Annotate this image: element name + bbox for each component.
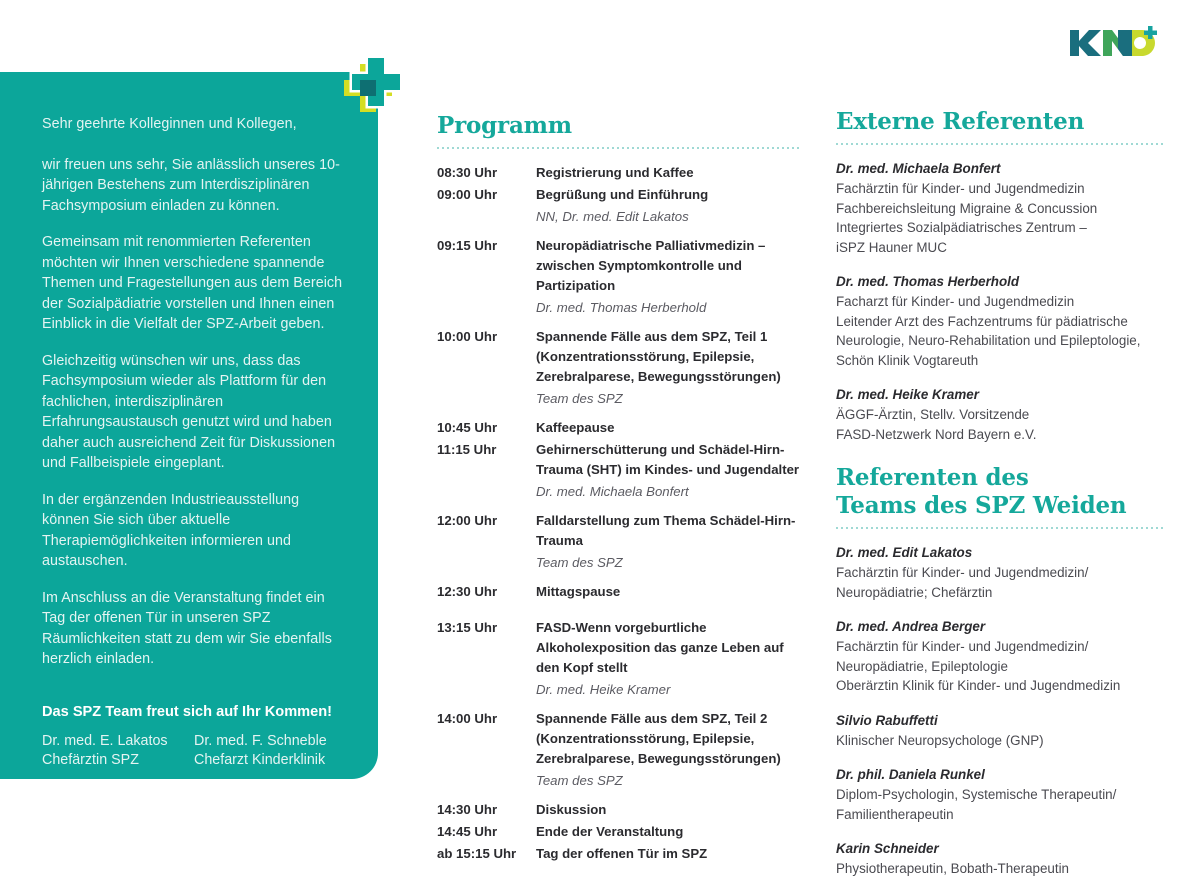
program-entry: [536, 418, 802, 438]
speaker-name: Karin Schneider: [836, 841, 939, 856]
external-speakers-list: [836, 159, 1166, 444]
program-speaker: NN, Dr. med. Edit Lakatos: [536, 209, 689, 224]
program-time: 14:45 Uhr: [437, 824, 498, 839]
signatory: [194, 732, 346, 771]
program-title: Neuropädiatrische Palliativmedizin – zwischen Symptomkontrolle und Partizipation: [536, 238, 766, 293]
program-entry: [536, 582, 802, 602]
speaker-role-line: Neuropädiatrie; Chefärztin: [836, 584, 993, 600]
program-entry: [536, 822, 802, 842]
program-title: Gehirnerschütterung und Schädel-Hirn-Trauma (SHT) im Kindes- und Jugendalter: [536, 442, 800, 477]
speaker-name: Dr. med. Heike Kramer: [836, 387, 979, 402]
speaker-role-line: FASD-Netzwerk Nord Bayern e.V.: [836, 426, 1037, 442]
program-time: 12:30 Uhr: [437, 584, 498, 599]
program-row: [437, 844, 802, 864]
speaker-entry: [836, 159, 1166, 257]
speaker-role-line: Fachbereichsleitung Migraine & Concussion: [836, 200, 1098, 216]
program-entry: [536, 327, 802, 409]
program-title: Spannende Fälle aus dem SPZ, Teil 2 (Konzentrationsstörung, Epilepsie, Zerebralparese, Bewegungsstörungen): [536, 711, 781, 766]
intro-paragraph: Gleichzeitig wünschen wir uns, dass das Fachsymposium wieder als Plattform für den fachlichen, interdisziplinären Erfahrungsaustausch genutzt wird und haben daher auch ausreichend Zeit für Diskussionen und Fallbeispiele eingeplant.: [42, 352, 336, 471]
team-speakers-list: [836, 543, 1166, 879]
program-speaker: Dr. med. Thomas Herberhold: [536, 300, 707, 315]
external-speakers-heading: Externe Referenten: [836, 108, 1085, 135]
program-spacer: [437, 411, 802, 418]
speaker-name: Dr. med. Michaela Bonfert: [836, 161, 1001, 176]
program-title: Falldarstellung zum Thema Schädel-Hirn-Trauma: [536, 513, 796, 548]
program-time: 09:00 Uhr: [437, 187, 498, 202]
speaker-entry: [836, 272, 1166, 370]
program-speaker: Team des SPZ: [536, 555, 623, 570]
intro-paragraph: Sehr geehrte Kolleginnen und Kollegen,: [42, 116, 297, 132]
program-entry: [536, 709, 802, 791]
program-entry: [536, 236, 802, 318]
speaker-entry: [836, 543, 1166, 602]
speaker-name: Dr. med. Edit Lakatos: [836, 545, 973, 560]
intro-paragraph: Gemeinsam mit renommierten Referenten möchten wir Ihnen verschiedene spannende Themen und Fragestellungen aus dem Bereich der Sozialpädiatrie vorstellen und Ihnen einen Einblick in die Vielfalt der SPZ-Arbeit geben.: [42, 234, 343, 332]
program-entry: [536, 618, 802, 700]
intro-panel: [0, 72, 378, 779]
speaker-role-line: Familientherapeutin: [836, 806, 954, 822]
signoff-heading: Das SPZ Team freut sich auf Ihr Kommen!: [42, 703, 333, 720]
program-speaker: Dr. med. Michaela Bonfert: [536, 484, 689, 499]
speaker-entry: [836, 617, 1166, 696]
program-section: [437, 112, 802, 866]
speaker-name: Silvio Rabuffetti: [836, 712, 938, 728]
program-entry: [536, 185, 802, 227]
team-speakers-heading-line2: Teams des SPZ Weiden: [836, 492, 1127, 519]
program-title: Registrierung und Kaffee: [536, 165, 694, 180]
speaker-role-line: Neurologie, Neuro-Rehabilitation und Epileptologie,: [836, 333, 1141, 348]
program-time: 11:15 Uhr: [437, 442, 497, 457]
program-spacer: [437, 320, 802, 327]
speaker-role-line: Fachärztin für Kinder- und Jugendmedizin/: [836, 565, 1089, 580]
intro-paragraph: wir freuen uns sehr, Sie anlässlich unseres 10-jährigen Bestehens zum Interdisziplinären Fachsymposium einladen zu können.: [42, 156, 340, 214]
speaker-role-line: Schön Klinik Vogtareuth: [836, 352, 979, 368]
program-title: Begrüßung und Einführung: [536, 187, 709, 202]
program-row: [437, 822, 802, 842]
program-time: 10:00 Uhr: [437, 329, 498, 344]
speaker-role-line: Diplom-Psychologin, Systemische Therapeutin/: [836, 787, 1117, 802]
speaker-role-line: Leitender Arzt des Fachzentrums für pädiatrische: [836, 313, 1128, 329]
speaker-role-line: ÄGGF-Ärztin, Stellv. Vorsitzende: [836, 407, 1030, 422]
speaker-role-line: Oberärztin Klinik für Kinder- und Jugendmedizin: [836, 678, 1121, 693]
speaker-entry: [836, 839, 1166, 879]
signatory-list: [42, 732, 346, 771]
speaker-entry: [836, 711, 1166, 751]
speaker-role-line: Fachärztin für Kinder- und Jugendmedizin/: [836, 639, 1089, 654]
speakers-section: [836, 108, 1166, 894]
program-time: 14:00 Uhr: [437, 711, 498, 726]
team-speakers-heading-line1: Referenten des: [836, 464, 1029, 491]
speaker-name: Dr. med. Andrea Berger: [836, 619, 986, 634]
program-row: [437, 440, 802, 502]
program-spacer: [437, 229, 802, 236]
program-time: 12:00 Uhr: [437, 513, 498, 528]
program-time: 13:15 Uhr: [437, 620, 498, 635]
program-speaker: Team des SPZ: [536, 773, 623, 788]
program-time: ab 15:15 Uhr: [437, 846, 517, 861]
program-title: FASD-Wenn vorgeburtliche Alkoholexposition das ganze Leben auf den Kopf stellt: [536, 620, 784, 675]
program-speaker: Dr. med. Heike Kramer: [536, 682, 671, 697]
program-entry: [536, 844, 802, 864]
program-entry: [536, 800, 802, 820]
intro-paragraph: In der ergänzenden Industrieausstellung können Sie sich über aktuelle Therapiemöglichkeiten informieren und austauschen.: [42, 491, 300, 569]
speaker-name: Dr. phil. Daniela Runkel: [836, 767, 985, 782]
program-time: 14:30 Uhr: [437, 802, 498, 817]
program-row: [437, 511, 802, 573]
signatory: [42, 732, 194, 771]
program-row: [437, 185, 802, 227]
program-list: [437, 163, 802, 864]
program-speaker: Team des SPZ: [536, 391, 623, 406]
program-row: [437, 327, 802, 409]
speaker-role-line: Fachärztin für Kinder- und Jugendmedizin: [836, 181, 1085, 196]
program-spacer: [437, 504, 802, 511]
speaker-name: Dr. med. Thomas Herberhold: [836, 274, 1020, 289]
medical-cross-icon: [332, 52, 416, 112]
program-row: [437, 800, 802, 820]
program-row: [437, 236, 802, 318]
program-time: 10:45 Uhr: [437, 420, 498, 435]
kno-plus-logo: [1068, 22, 1164, 60]
program-heading: Programm: [437, 112, 572, 139]
speaker-role-line: Physiotherapeutin, Bobath-Therapeutin: [836, 861, 1070, 876]
program-row: [437, 709, 802, 791]
program-entry: [536, 511, 802, 573]
program-spacer: [437, 702, 802, 709]
program-title: Tag der offenen Tür im SPZ: [536, 846, 708, 861]
signatory-role: Chefärztin SPZ: [42, 752, 139, 768]
intro-paragraph: Im Anschluss an die Veranstaltung findet ein Tag der offenen Tür in unseren SPZ Räumlichkeiten statt zu dem wir Sie ebenfalls herzlich einladen.: [42, 589, 332, 667]
program-title: Spannende Fälle aus dem SPZ, Teil 1 (Konzentrationsstörung, Epilepsie, Zerebralparese, Bewegungsstörungen): [536, 329, 781, 384]
speaker-entry: [836, 385, 1166, 444]
program-title: Mittagspause: [536, 584, 621, 599]
program-time: 09:15 Uhr: [437, 238, 498, 253]
program-title: Kaffeepause: [536, 420, 615, 435]
signatory-name: Dr. med. F. Schneble: [194, 732, 327, 749]
section-divider: [836, 527, 1166, 529]
program-entry: [536, 163, 802, 183]
program-spacer: [437, 575, 802, 582]
program-title: Diskussion: [536, 802, 607, 817]
speaker-role-line: Neuropädiatrie, Epileptologie: [836, 658, 1008, 674]
signatory-name: Dr. med. E. Lakatos: [42, 732, 168, 749]
speaker-role-line: iSPZ Hauner MUC: [836, 239, 947, 255]
program-row: [437, 418, 802, 438]
speaker-role-line: Klinischer Neuropsychologe (GNP): [836, 732, 1044, 748]
program-spacer: [437, 604, 802, 618]
section-divider: [437, 147, 802, 149]
team-speakers-heading-block: [836, 464, 1166, 529]
speaker-entry: [836, 765, 1166, 824]
section-divider: [836, 143, 1166, 145]
program-entry: [536, 440, 802, 502]
signatory-role: Chefarzt Kinderklinik: [194, 752, 326, 768]
program-time: 08:30 Uhr: [437, 165, 498, 180]
program-title: Ende der Veranstaltung: [536, 824, 684, 839]
program-row: [437, 618, 802, 700]
program-row: [437, 163, 802, 183]
program-spacer: [437, 793, 802, 800]
speaker-role-line: Integriertes Sozialpädiatrisches Zentrum –: [836, 220, 1087, 235]
speaker-role-line: Facharzt für Kinder- und Jugendmedizin: [836, 294, 1075, 309]
program-row: [437, 582, 802, 602]
